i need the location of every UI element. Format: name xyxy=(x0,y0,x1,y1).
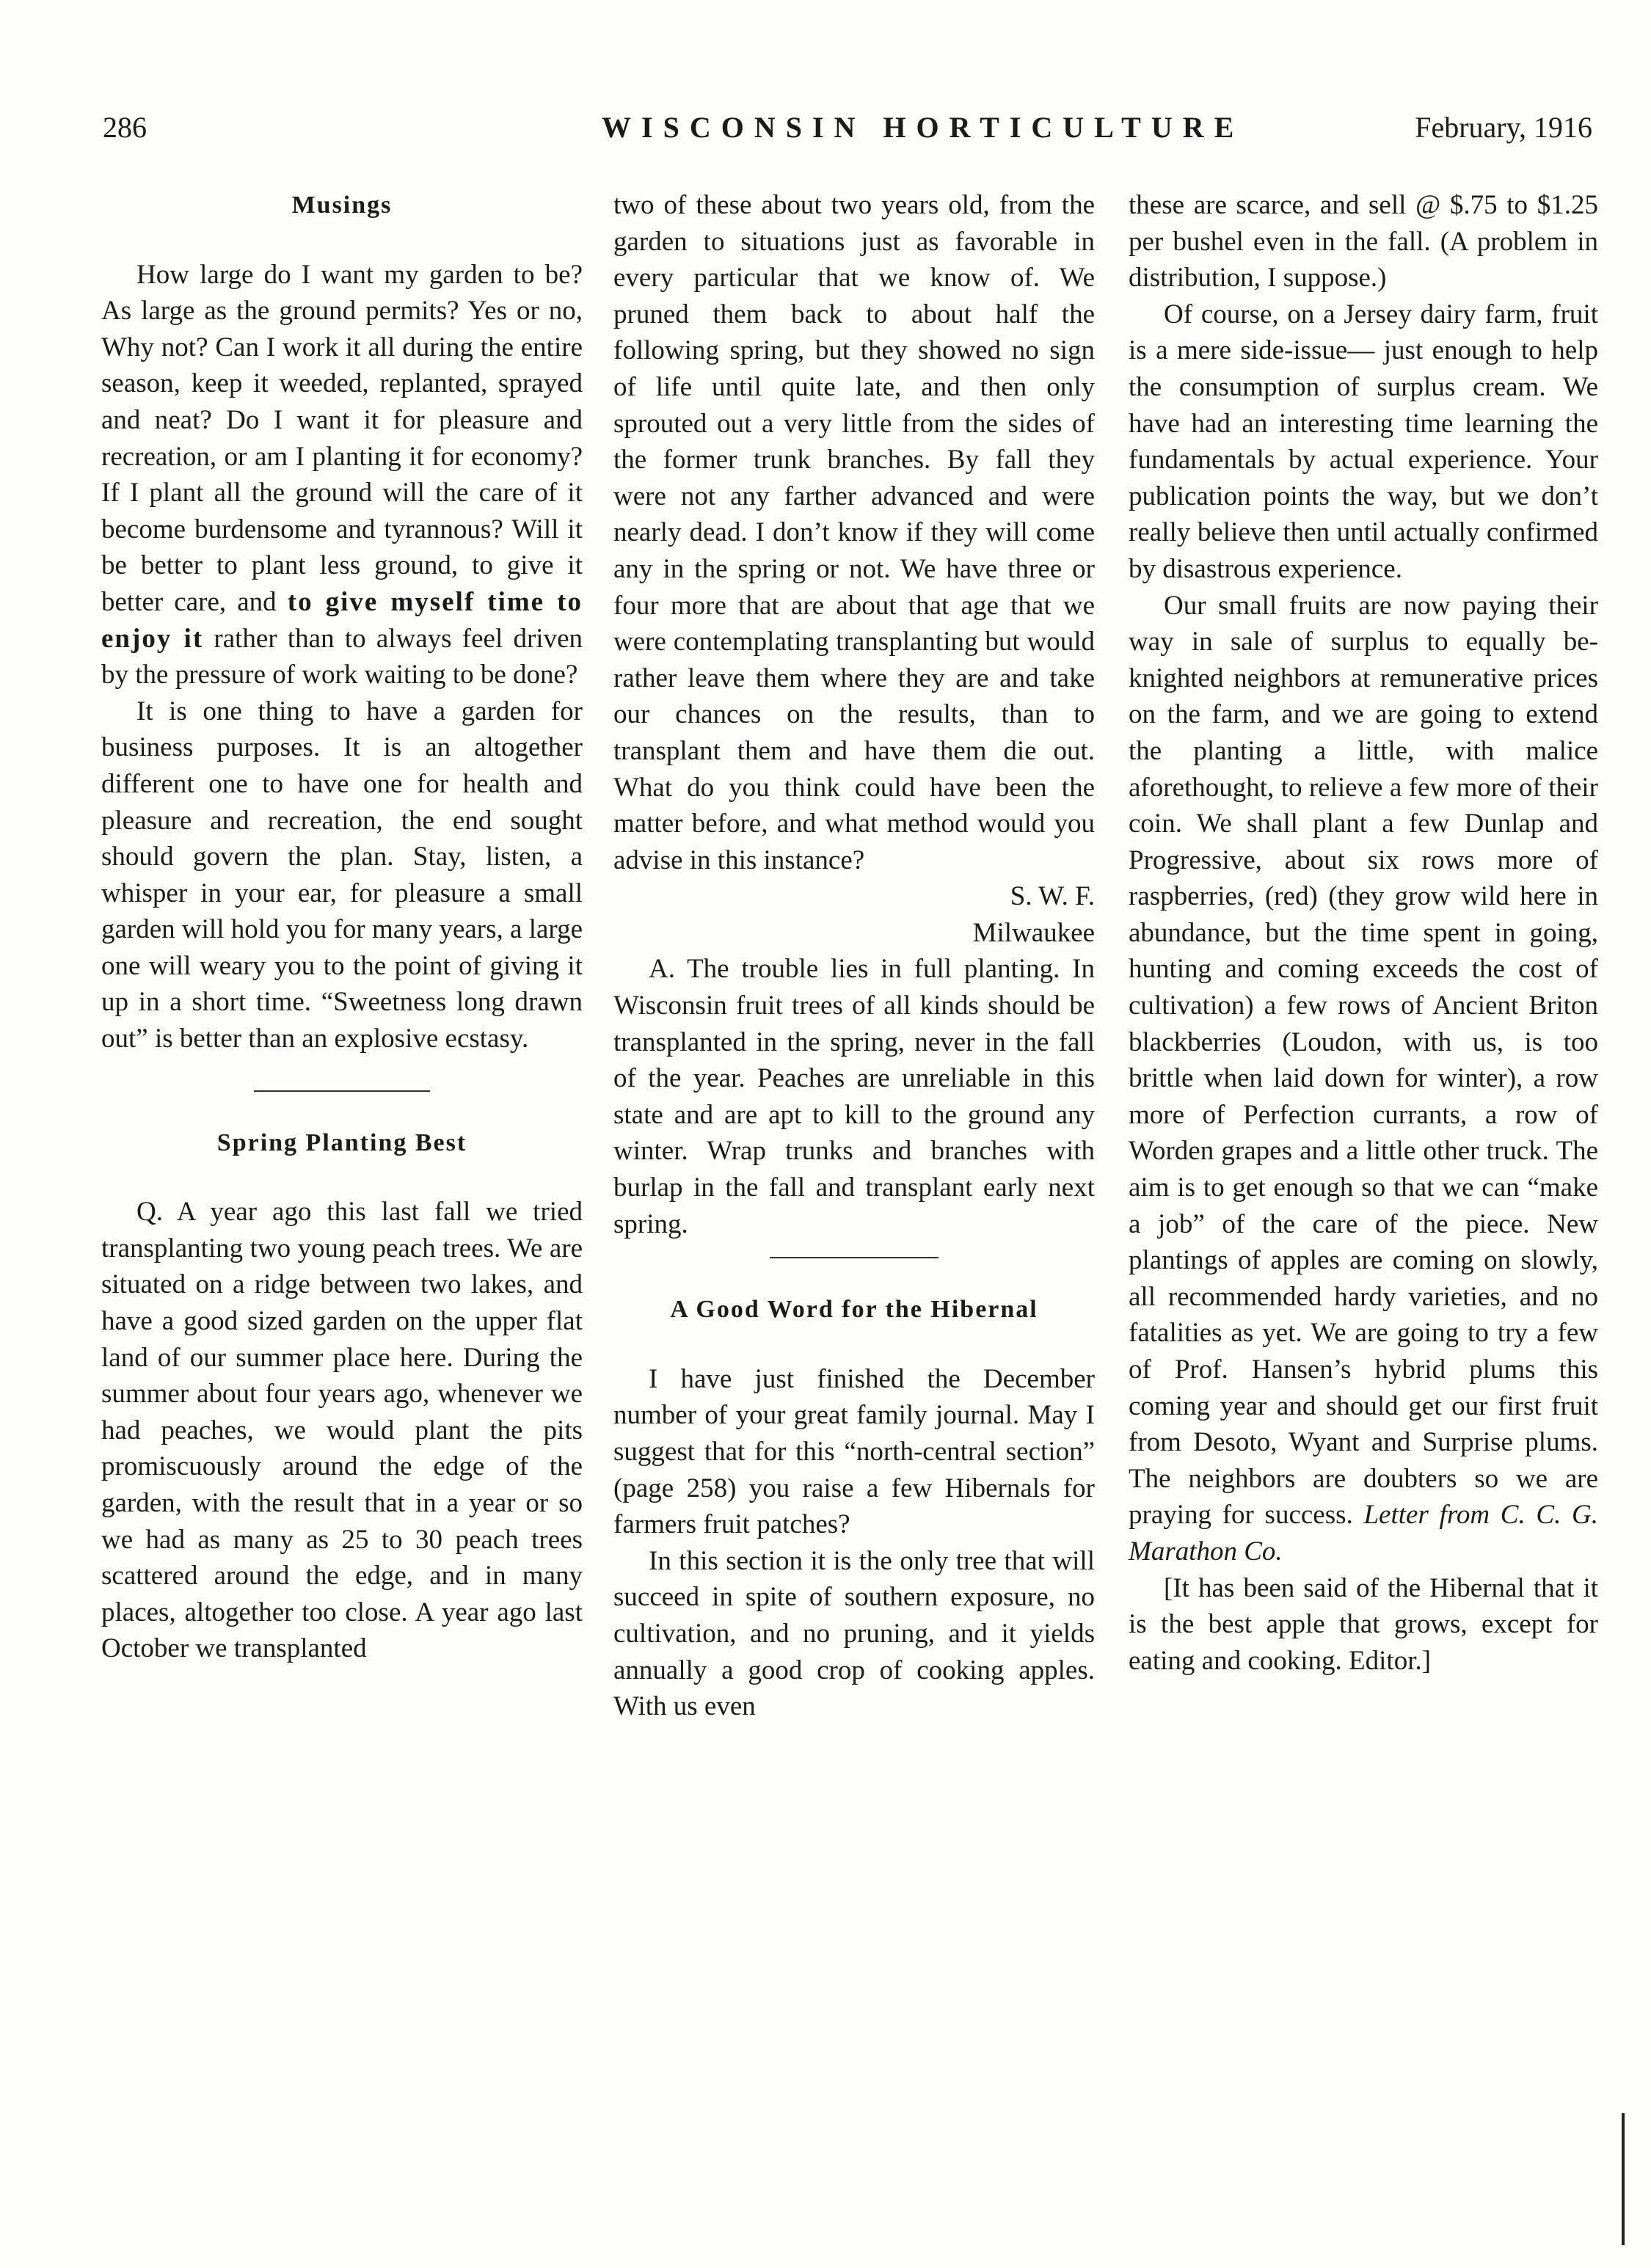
hibernal-p4-text: Our small fruits are now paying their way in sale of surplus to equally be-knighted neighbors at remunerative prices on the farm, and we are going to extend the planting a little, with malice aforethought, to relieve a few more of their coin. We shall plant a few Dunlap and Progressive, about six rows more of raspberries, (red) (they grow wild here in abundance, but the time spent in going, hunting and coming exceeds the cost of cultivation) a few rows of Ancient Briton blackberries (Loudon, with us, is too brittle when laid down for winter), a row more of Perfection currants, a row of Worden grapes and a little other truck. The aim is to get enough so that we can “make a job” of the care of the piece. New plantings of apples are coming on slowly, all recommended hardy varieties, and no fatalities as yet. We are going to try a few of Prof. Hansen’s hybrid plums this coming year and should get our first fruit from Desoto, Wyant and Surprise plums. The neighbors are doubters so we are praying for success. xyxy=(1129,590,1598,1531)
musings-p1-emphasis: to give myself time to enjoy it xyxy=(101,586,583,654)
hibernal-paragraph-4 xyxy=(1129,588,1598,1570)
spring-planting-heading: Spring Planting Best xyxy=(216,1128,467,1156)
scan-edge-mark xyxy=(1622,2113,1625,2245)
column-left xyxy=(101,187,583,1667)
hibernal-paragraph-3: Of course, on a Jersey dairy farm, fruit is a mere side-issue— just enough to help the consumption of surplus cream. We have had an interesting time learning the fundamentals by actual experience. Your publication points the way, but we don’t really believe then until actually confirmed by disastrous experience. xyxy=(1129,299,1598,584)
signature-place: Milwaukee xyxy=(972,917,1095,948)
spring-question-part-2: two of these about two years old, from the garden to situations just as favorable in every particular that we know of. We pruned them back to about half the following spring, but they showed no sign of life until quite late, and then only sprouted out a very little from the sides of the former trunk branches. By fall they were not any farther advanced and were nearly dead. I don’t know if they will come any in the spring or not. We have three or four more that are about that age that we were contemplating transplanting but would rather leave them where they are and take our chances on the results, than to transplant them and have them die out. What do you think could have been the matter before, and what method would you advise in this instance? xyxy=(613,190,1095,875)
column-middle xyxy=(613,187,1095,1725)
page-header xyxy=(103,110,1592,154)
question-signature xyxy=(613,878,1095,915)
musings-paragraph-2: It is one thing to have a garden for business purposes. It is an altogether different one to have one for health and pleasure and recreation, the end sought should govern the plan. Stay, listen, a whisper in your ear, for pleasure a small garden will hold you for many years, a large one will weary you to the point of giving it up in a short time. “Sweetness long drawn out” is better than an explosive ecstasy. xyxy=(101,696,583,1054)
musings-p1-text: How large do I want my garden to be? As large as the ground permits? Yes or no, Why not? Can I work it all during the entire season, keep it weeded, replanted, sprayed and neat? Do I want it for pleasure and recreation, or am I planting it for economy? If I plant all the ground will the care of it become burdensome and tyrannous? Will it be better to plant less ground, to give it better care, and xyxy=(101,259,583,617)
hibernal-heading: A Good Word for the Hibernal xyxy=(670,1296,1038,1324)
issue-date: February, 1916 xyxy=(1415,111,1592,144)
musings-heading: Musings xyxy=(291,192,393,219)
letter-attribution: Letter from C. C. G. Marathon Co. xyxy=(1129,1500,1599,1567)
page-number: 286 xyxy=(103,111,147,144)
column-right xyxy=(1129,187,1598,1679)
musings-p1-end: rather than to always feel driven by the pressure of work waiting to be done? xyxy=(101,623,583,690)
editor-note: [It has been said of the Hibernal that it is the best apple that grows, except for eating and cooking. Editor.] xyxy=(1129,1572,1598,1676)
journal-title: WISCONSIN HORTICULTURE xyxy=(602,111,1244,144)
spring-question-part-1: Q. A year ago this last fall we tried transplanting two young peach trees. We are situated on a ridge between two lakes, and have a good sized garden on the upper flat land of our summer place here. During the summer about four years ago, whenever we had peaches, we would plant the pits promiscuously around the edge of the garden, with the result that in a year or so we had as many as 25 to 30 peach trees scattered around the edge, and in many places, altogether too close. A year ago last October we transplanted xyxy=(101,1197,583,1664)
hibernal-paragraph-2-continued: these are scarce, and sell @ $.75 to $1.25 per bushel even in the fall. (A problem in distribution, I suppose.) xyxy=(1129,190,1598,293)
hibernal-paragraph-1: I have just finished the December number of your great family journal. May I suggest that for this “north-central section” (page 258) you raise a few Hibernals for farmers fruit patches? xyxy=(613,1363,1095,1540)
signature-initials: S. W. F. xyxy=(1010,881,1095,912)
hibernal-paragraph-2: In this section it is the only tree that will succeed in spite of southern exposure, no cultivation, and no pruning, and it yields annually a good crop of cooking apples. With us even xyxy=(613,1545,1095,1722)
spring-answer: A. The trouble lies in full planting. In Wisconsin fruit trees of all kinds should be transplanted in the spring, never in the fall of the year. Peaches are unreliable in this state and are apt to kill to the ground any winter. Wrap trunks and branches with burlap in the fall and transplant early next spring. xyxy=(613,954,1095,1239)
musings-paragraph-1 xyxy=(101,257,583,693)
